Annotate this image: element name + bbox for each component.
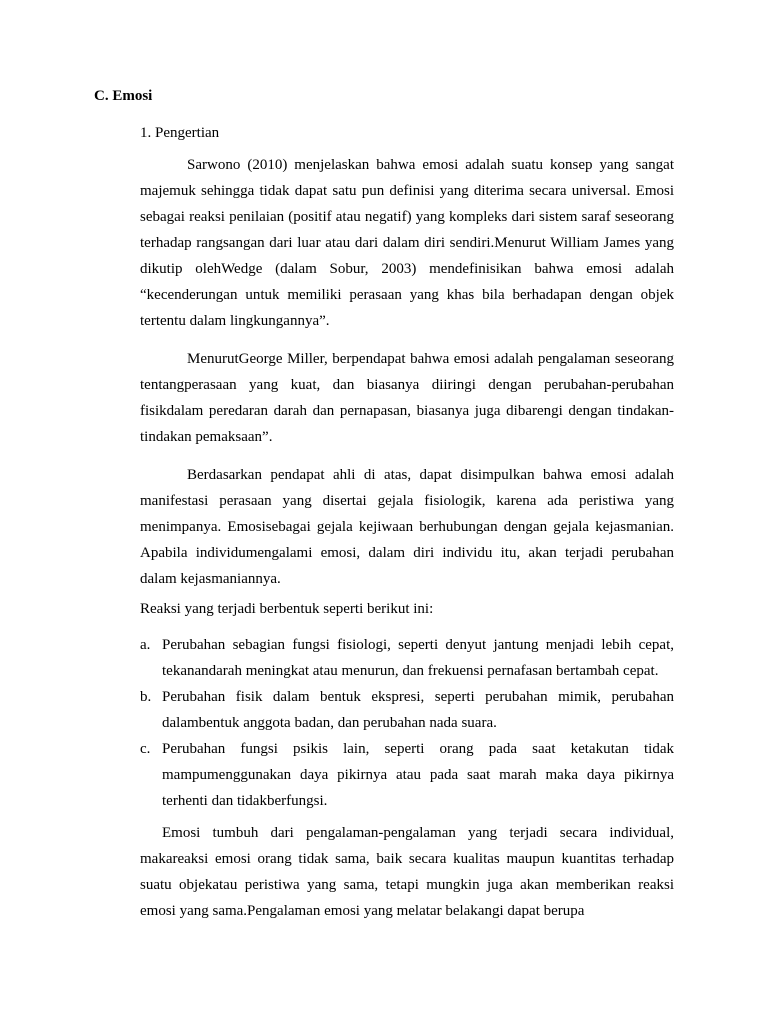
list-marker: b. xyxy=(140,689,152,705)
reaction-list xyxy=(140,632,674,814)
paragraph-emotion-growth: Emosi tumbuh dari pengalaman-pengalaman yang terjadi secara individual, makareaksi emosi orang tidak sama, baik secara kualitas maupun kuantitas terhadap suatu objekatau peristiwa yang sama, tetapi mungkin juga akan memberikan reaksi emosi yang sama.Pengalaman emosi yang melatar belakangi dapat berupa xyxy=(140,825,674,919)
subsection-heading: 1. Pengertian xyxy=(140,125,220,141)
paragraph-sarwono: Sarwono (2010) menjelaskan bahwa emosi adalah suatu konsep yang sangat majemuk sehingga tidak dapat satu pun definisi yang diterima secara universal. Emosi sebagai reaksi penilaian (positif atau negatif) yang kompleks dari sistem saraf seseorang terhadap rangsangan dari luar atau dari dalam diri sendiri.Menurut William James yang dikutip olehWedge (dalam Sobur, 2003) mendefinisikan bahwa emosi adalah “kecenderungan untuk memiliki perasaan yang khas bila berhadapan dengan objek tertentu dalam lingkungannya”. xyxy=(140,157,674,329)
paragraph-conclusion: Berdasarkan pendapat ahli di atas, dapat disimpulkan bahwa emosi adalah manifestasi perasaan yang disertai gejala fisiologik, karena ada peristiwa yang menimpanya. Emosisebagai gejala kejiwaan berhubungan dengan gejala kejasmanian. Apabila individumengalami emosi, dalam diri individu itu, akan terjadi perubahan dalam kejasmaniannya. xyxy=(140,467,674,587)
list-item-text: Perubahan sebagian fungsi fisiologi, seperti denyut jantung menjadi lebih cepat, tekanandarah meningkat atau menurun, dan frekuensi pernafasan bertambah cepat. xyxy=(162,637,674,679)
list-item xyxy=(140,736,674,814)
list-item-text: Perubahan fisik dalam bentuk ekspresi, seperti perubahan mimik, perubahan dalambentuk anggota badan, dan perubahan nada suara. xyxy=(162,689,674,731)
list-item xyxy=(140,684,674,736)
section-heading: C. Emosi xyxy=(94,88,153,104)
paragraph-reaction-intro: Reaksi yang terjadi berbentuk seperti berikut ini: xyxy=(140,601,434,617)
list-item xyxy=(140,632,674,684)
list-marker: a. xyxy=(140,637,151,653)
paragraph-miller: MenurutGeorge Miller, berpendapat bahwa emosi adalah pengalaman seseorang tentangperasaan yang kuat, dan biasanya diiringi dengan perubahan-perubahan fisikdalam peredaran darah dan pernapasan, biasanya juga dibarengi dengan tindakan-tindakan pemaksaan”. xyxy=(140,351,674,445)
list-item-text: Perubahan fungsi psikis lain, seperti orang pada saat ketakutan tidak mampumenggunakan daya pikirnya atau pada saat marah maka daya pikirnya terhenti dan tidakberfungsi. xyxy=(162,741,674,809)
list-marker: c. xyxy=(140,741,151,757)
